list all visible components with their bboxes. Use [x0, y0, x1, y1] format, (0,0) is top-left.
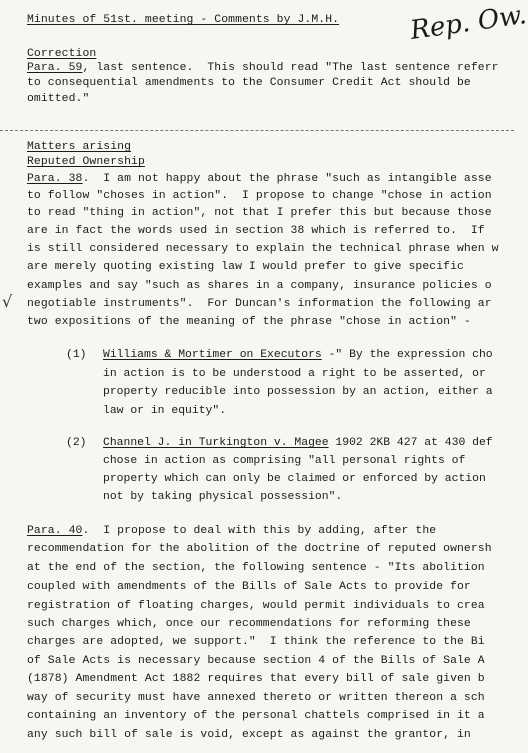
para40-line-1 [27, 524, 436, 538]
para38-line-1-text: . I am not happy about the phrase "such as intangible asse [82, 173, 492, 185]
para40-line: way of security must have annexed thereto or written thereon a sch [27, 692, 485, 704]
correction-line-1-text: , last sentence. This should read "The last sentence referr [82, 62, 499, 74]
exposition-2-line-1 [103, 436, 493, 450]
exposition-1-line: in action is to be understood a right to be asserted, or [103, 368, 486, 380]
para40-line: charges are adopted, we support." I think the reference to the Bi [27, 636, 485, 648]
para38-line: two expositions of the meaning of the phrase "chose in action" - [27, 316, 471, 328]
correction-heading: Correction [27, 48, 97, 60]
para38-line: are in fact the words used in section 38 which is referred to. If [27, 225, 485, 237]
para40-line: containing an inventory of the personal chattels comprised in it a [27, 710, 485, 722]
exposition-1-line: property reducible into possession by an action, either a [103, 386, 493, 398]
para40-line: at the end of the section, the following sentence - "Its abolition [27, 562, 485, 574]
exposition-1-line-1 [103, 348, 493, 362]
para40-line: coupled with amendments of the Bills of Sale Acts to provide for [27, 581, 471, 593]
matters-subheading: Reputed Ownership [27, 156, 145, 168]
handwritten-annotation: Rep. Ow. [408, 0, 528, 46]
para38-line: to read "thing in action", not that I prefer this but because those [27, 207, 492, 219]
para38-line: to follow "choses in action". I propose to change "chose in action [27, 190, 492, 202]
correction-para-ref: Para. 59 [27, 62, 83, 74]
para40-line-1-text: . I propose to deal with this by adding, after the [82, 525, 437, 537]
para38-line-1 [27, 172, 492, 186]
exposition-2-line-1-text: 1902 2KB 427 at 430 def [328, 437, 493, 449]
exposition-2-line: chose in action as comprising "all personal rights of [103, 455, 466, 467]
para38-line: is still considered necessary to explain the technical phrase when w [27, 243, 499, 255]
correction-line-2: to consequential amendments to the Consumer Credit Act should be [27, 77, 471, 89]
para38-line: are merely quoting existing law I would prefer to give specific [27, 261, 464, 273]
section-divider [0, 130, 514, 131]
para40-ref: Para. 40 [27, 525, 83, 537]
para40-line: recommendation for the abolition of the doctrine of reputed ownersh [27, 543, 492, 555]
exposition-1-line: law or in equity". [103, 405, 227, 417]
para40-line: of Sale Acts is necessary because section 4 of the Bills of Sale A [27, 655, 485, 667]
para40-line: (1878) Amendment Act 1882 requires that every bill of sale given b [27, 673, 485, 685]
correction-line-3: omitted." [27, 93, 90, 105]
matters-heading: Matters arising [27, 141, 132, 153]
exposition-2-source: Channel J. in Turkington v. Magee [103, 437, 329, 449]
para38-line: examples and say "such as shares in a company, insurance policies o [27, 280, 492, 292]
page-title: Minutes of 51st. meeting - Comments by J.M.H. [27, 14, 340, 26]
para38-line: negotiable instruments". For Duncan's information the following ar [27, 298, 492, 310]
margin-tick-mark: √ [2, 292, 13, 311]
exposition-1-source: Williams & Mortimer on Executors [103, 349, 322, 361]
exposition-1-line-1-text: -" By the expression cho [321, 349, 493, 361]
para38-ref: Para. 38 [27, 173, 83, 185]
para40-line: registration of floating charges, would permit individuals to crea [27, 600, 485, 612]
para40-line: any such bill of sale is void, except as against the grantor, in [27, 729, 471, 741]
exposition-2-line: property which can only be claimed or enforced by action [103, 473, 486, 485]
exposition-2-number: (2) [66, 437, 87, 449]
para40-line: such charges which, once our recommendations for reforming these [27, 618, 471, 630]
exposition-2-line: not by taking physical possession". [103, 491, 343, 503]
correction-line-1 [27, 61, 499, 75]
exposition-1-number: (1) [66, 349, 87, 361]
